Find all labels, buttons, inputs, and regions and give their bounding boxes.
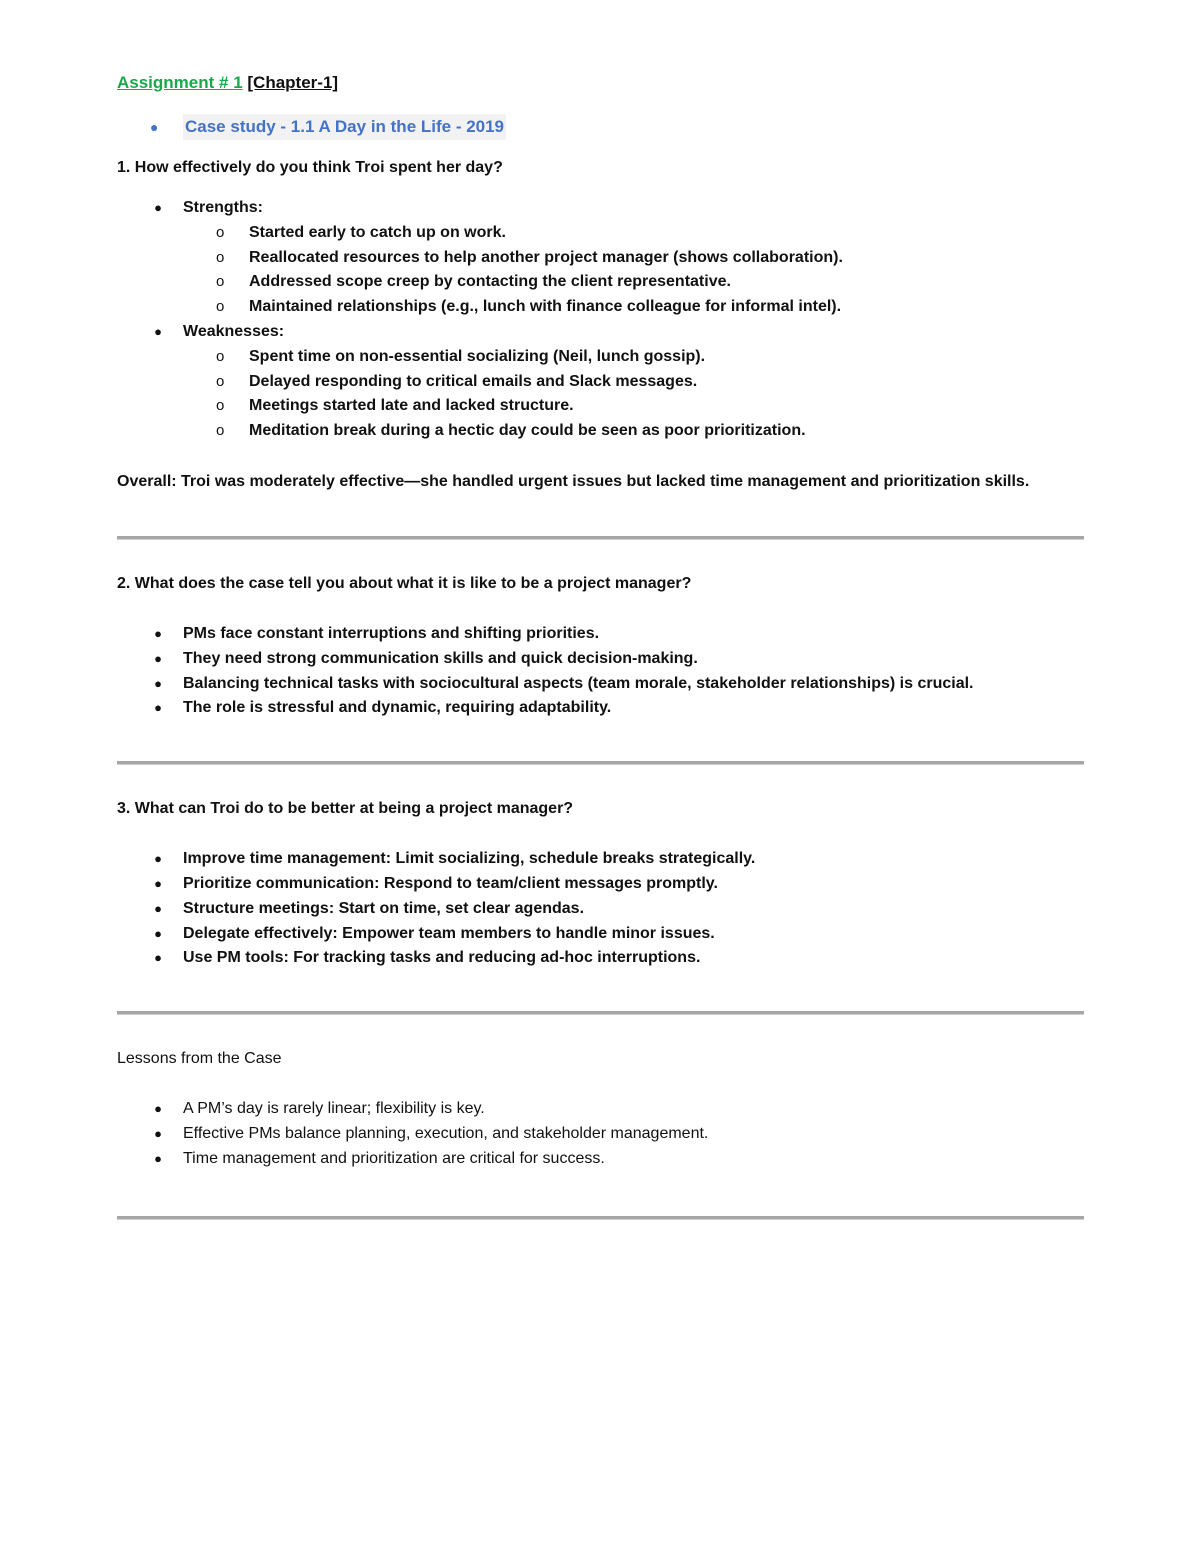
circle-bullet-icon: o <box>216 397 225 415</box>
circle-bullet-icon: o <box>216 372 225 390</box>
list-item <box>117 1147 1084 1172</box>
list-item-text: A PM’s day is rarely linear; flexibility is key. <box>183 1100 485 1118</box>
bullet-icon: ● <box>154 875 162 891</box>
list-item <box>117 672 1084 697</box>
list-item-text: PMs face constant interruptions and shifting priorities. <box>183 624 600 642</box>
strength-text: Maintained relationships (e.g., lunch with finance colleague for informal intel). <box>249 298 842 316</box>
strengths-label: Strengths: <box>183 199 263 216</box>
circle-bullet-icon: o <box>216 422 225 440</box>
circle-bullet-icon: o <box>216 248 225 266</box>
list-item <box>117 295 1084 320</box>
weakness-text: Delayed responding to critical emails and Slack messages. <box>249 372 698 390</box>
bullet-icon: ● <box>154 925 162 941</box>
weaknesses-label: Weaknesses: <box>183 322 285 340</box>
list-item <box>117 897 1084 922</box>
bullet-icon: ● <box>154 1150 162 1166</box>
weakness-text: Meetings started late and lacked structure. <box>249 397 574 415</box>
lessons-list <box>117 1097 1084 1171</box>
circle-bullet-icon: o <box>216 223 225 241</box>
bullet-icon: ● <box>154 900 162 916</box>
bullet-icon: ● <box>150 119 159 135</box>
list-item <box>117 847 1084 872</box>
list-item <box>117 270 1084 295</box>
question-1: 1. How effectively do you think Troi spent her day? <box>117 159 503 176</box>
bullet-icon: ● <box>154 1125 162 1141</box>
bullet-icon: ● <box>154 700 162 716</box>
list-item <box>117 696 1084 721</box>
list-item-text: Use PM tools: For tracking tasks and reducing ad-hoc interruptions. <box>183 949 701 967</box>
bullet-icon: ● <box>154 200 162 215</box>
section-divider <box>117 761 1084 765</box>
circle-bullet-icon: o <box>216 347 225 365</box>
strength-text: Reallocated resources to help another project manager (shows collaboration). <box>249 248 843 266</box>
list-item-text: Balancing technical tasks with sociocultural aspects (team morale, stakeholder relationships) is crucial. <box>183 674 974 692</box>
weakness-text: Meditation break during a hectic day could be seen as poor prioritization. <box>249 422 806 440</box>
weaknesses-item <box>117 320 1084 444</box>
circle-bullet-icon: o <box>216 298 225 316</box>
list-item-text: Effective PMs balance planning, execution, and stakeholder management. <box>183 1124 709 1142</box>
list-item <box>117 872 1084 897</box>
section-divider <box>117 1216 1084 1220</box>
list-item <box>117 370 1084 395</box>
chapter-label: [Chapter-1] <box>247 73 339 92</box>
section-3-list <box>117 847 1084 971</box>
assignment-title <box>117 70 1084 96</box>
bullet-icon: ● <box>154 675 162 691</box>
list-item <box>117 946 1084 971</box>
bullet-icon: ● <box>154 851 162 867</box>
lessons-heading: Lessons from the Case <box>117 1050 282 1068</box>
list-item <box>117 394 1084 419</box>
bullet-icon: ● <box>154 650 162 666</box>
list-item <box>117 221 1084 246</box>
question-3: 3. What can Troi do to be better at being a project manager? <box>117 800 574 818</box>
list-item <box>117 622 1084 647</box>
strengths-item <box>117 196 1084 320</box>
document-page <box>117 70 1084 1220</box>
strengths-list <box>117 221 1084 320</box>
list-item <box>117 922 1084 947</box>
bullet-icon: ● <box>154 323 162 339</box>
strength-text: Started early to catch up on work. <box>249 223 506 241</box>
bullet-icon: ● <box>154 625 162 641</box>
section-1-list <box>117 196 1084 444</box>
list-item-text: The role is stressful and dynamic, requiring adaptability. <box>183 699 612 717</box>
list-item <box>117 1097 1084 1122</box>
list-item-text: Prioritize communication: Respond to team/client messages promptly. <box>183 874 718 892</box>
overall-summary: Overall: Troi was moderately effective—she handled urgent issues but lacked time management and prioritization skills. <box>117 472 1030 490</box>
list-item-text: Structure meetings: Start on time, set clear agendas. <box>183 899 585 917</box>
list-item <box>117 345 1084 370</box>
question-2: 2. What does the case tell you about what it is like to be a project manager? <box>117 574 692 592</box>
list-item-text: Delegate effectively: Empower team members to handle minor issues. <box>183 924 715 942</box>
strength-text: Addressed scope creep by contacting the client representative. <box>249 273 731 291</box>
section-divider <box>117 536 1084 540</box>
circle-bullet-icon: o <box>216 273 225 291</box>
list-item-text: Time management and prioritization are critical for success. <box>183 1149 605 1167</box>
section-divider <box>117 1011 1084 1015</box>
list-item-text: Improve time management: Limit socializing, schedule breaks strategically. <box>183 850 756 868</box>
bullet-icon: ● <box>154 1101 162 1117</box>
weaknesses-list <box>117 345 1084 444</box>
list-item <box>117 419 1084 444</box>
section-2-list <box>117 622 1084 721</box>
case-study-title: Case study - 1.1 A Day in the Life - 2019 <box>183 114 506 140</box>
list-item <box>117 647 1084 672</box>
list-item-text: They need strong communication skills and quick decision-making. <box>183 649 698 667</box>
weakness-text: Spent time on non-essential socializing (Neil, lunch gossip). <box>249 347 706 365</box>
assignment-number: Assignment # 1 <box>117 73 243 92</box>
case-study-line <box>117 114 1084 140</box>
bullet-icon: ● <box>154 950 162 966</box>
list-item <box>117 246 1084 271</box>
list-item <box>117 1122 1084 1147</box>
